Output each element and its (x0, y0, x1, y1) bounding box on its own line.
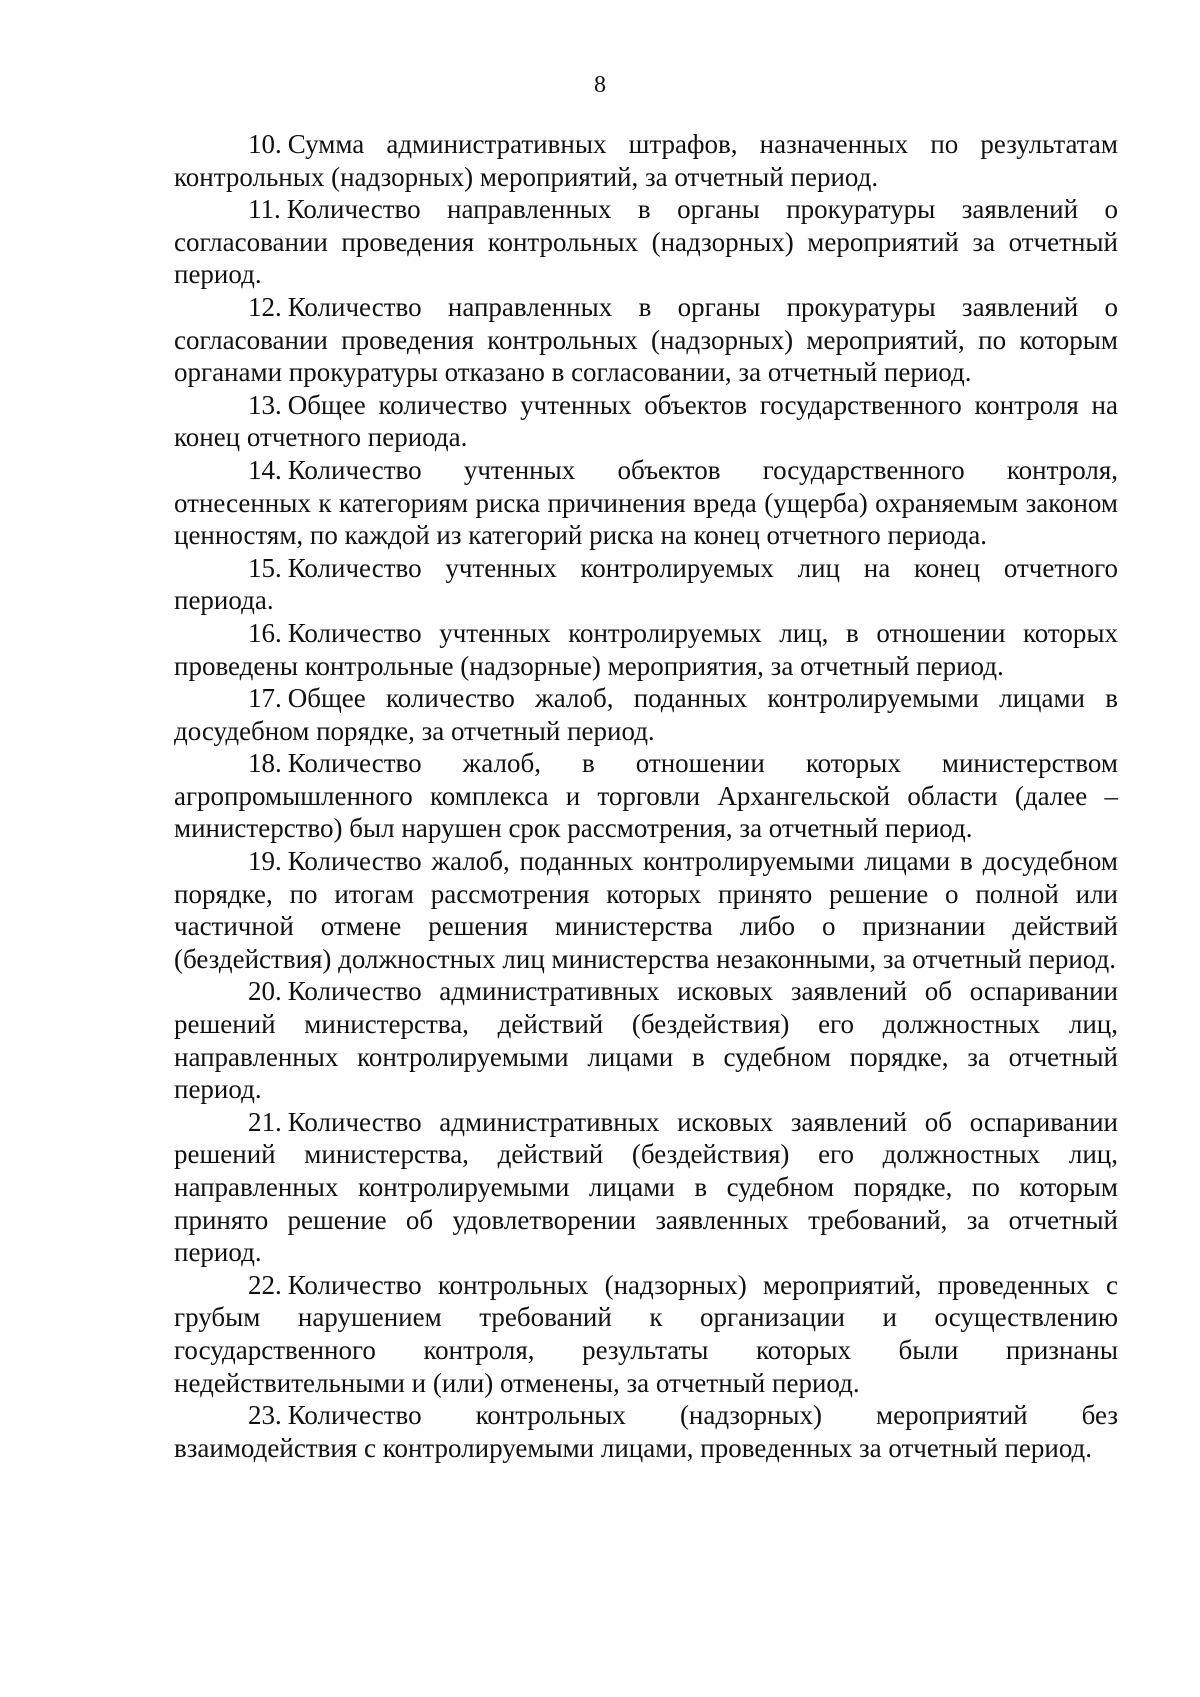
list-item-14 (174, 454, 1118, 552)
item-text: Количество административных исковых заявлений об оспаривании решений министерства, действий (бездействия) его должностных лиц, направленных контролируемыми лицами в судебном порядке, за отчетный период. (174, 976, 1118, 1105)
item-text: Количество контрольных (надзорных) мероприятий без взаимодействия с контролируемыми лицами, проведенных за отчетный период. (174, 1400, 1118, 1463)
item-number: 11. (248, 194, 281, 225)
list-item-13 (174, 389, 1118, 454)
list-item-18 (174, 747, 1118, 845)
item-text: Общее количество учтенных объектов государственного контроля на конец отчетного периода. (174, 389, 1118, 453)
item-text: Количество жалоб, в отношении которых министерством агропромышленного комплекса и торговли Архангельской области (далее – министерство) был нарушен срок рассмотрения, за отчетный период. (174, 748, 1118, 844)
item-text: Общее количество жалоб, поданных контролируемыми лицами в досудебном порядке, за отчетный период. (174, 683, 1118, 746)
item-number: 10. (248, 129, 282, 159)
item-text: Количество контрольных (надзорных) мероприятий, проведенных с грубым нарушением требований к организации и осуществлению государственного контроля, результаты которых были признаны недействительными и (или) отменены, за отчетный период. (174, 1269, 1118, 1398)
item-number: 14. (248, 454, 282, 485)
list-item-10 (174, 128, 1118, 193)
document-body (174, 128, 1118, 1464)
item-number: 17. (248, 683, 282, 714)
list-item-22 (174, 1269, 1118, 1399)
list-item-12 (174, 291, 1118, 389)
item-number: 15. (248, 552, 282, 583)
page-number: 8 (594, 72, 606, 98)
item-number: 21. (248, 1106, 282, 1137)
item-text: Количество жалоб, поданных контролируемыми лицами в досудебном порядке, по итогам рассмотрения которых принято решение о полной или частичной отмене решения министерства либо о признании действий (бездействия) должностных лиц министерства незаконными, за отчетный период. (174, 846, 1118, 974)
item-number: 20. (248, 976, 282, 1007)
item-text: Сумма административных штрафов, назначенных по результатам контрольных (надзорных) мероприятий, за отчетный период. (174, 129, 1118, 192)
item-text: Количество направленных в органы прокуратуры заявлений о согласовании проведения контрольных (надзорных) мероприятий за отчетный период. (174, 194, 1118, 290)
item-number: 18. (248, 748, 282, 779)
list-item-15 (174, 552, 1118, 617)
item-text: Количество административных исковых заявлений об оспаривании решений министерства, действий (бездействия) его должностных лиц, направленных контролируемыми лицами в судебном порядке, по которым принято решение об удовлетворении заявленных требований, за отчетный период. (174, 1106, 1118, 1268)
item-text: Количество направленных в органы прокуратуры заявлений о согласовании проведения контрольных (надзорных) мероприятий, по которым органами прокуратуры отказано в согласовании, за отчетный период. (174, 291, 1118, 388)
item-number: 16. (248, 617, 282, 648)
list-item-19 (174, 845, 1118, 975)
item-number: 22. (248, 1269, 282, 1300)
item-number: 12. (248, 291, 282, 322)
item-number: 23. (248, 1400, 282, 1431)
list-item-11 (174, 193, 1118, 291)
item-text: Количество учтенных объектов государственного контроля, отнесенных к категориям риска причинения вреда (ущерба) охраняемым законом ценностям, по каждой из категорий риска на конец отчетного периода. (174, 454, 1118, 551)
list-item-21 (174, 1106, 1118, 1269)
list-item-23 (174, 1399, 1118, 1464)
list-item-20 (174, 975, 1118, 1105)
item-text: Количество учтенных контролируемых лиц на конец отчетного периода. (174, 552, 1118, 616)
item-text: Количество учтенных контролируемых лиц, в отношении которых проведены контрольные (надзорные) мероприятия, за отчетный период. (174, 617, 1118, 681)
item-number: 13. (248, 389, 282, 420)
list-item-16 (174, 617, 1118, 682)
item-number: 19. (248, 846, 282, 877)
list-item-17 (174, 682, 1118, 747)
